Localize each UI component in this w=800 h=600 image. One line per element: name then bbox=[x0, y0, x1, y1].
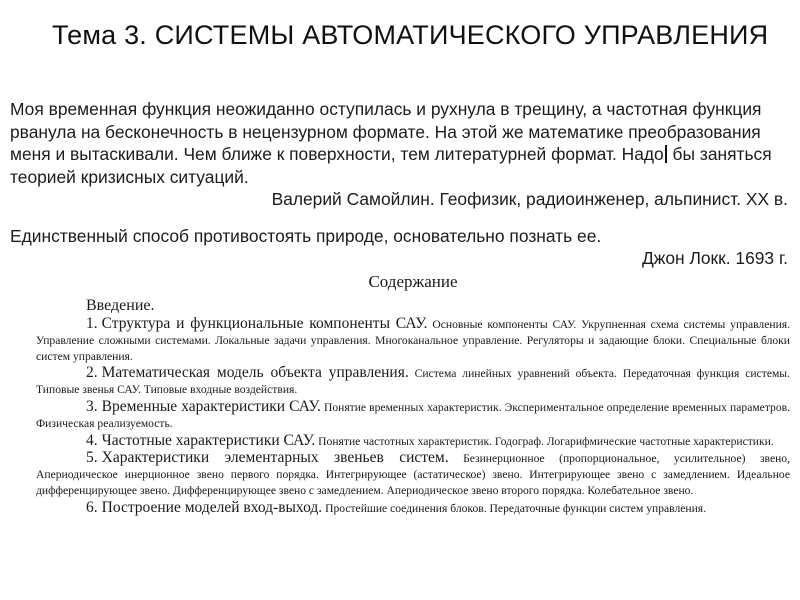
entry-number: 5. bbox=[86, 449, 98, 467]
entry-description: Безинерционное (пропорциональное, усилительное) звено, Апериодическое инерционное звено первого порядка. Интегрирующее (астатическое) звено. Интегрирующее звено с замедлением. Идеальное дифференцирующее звено. Дифференцирующее звено с замедлением. Апериодическое звено второго порядка. Колебательное звено. bbox=[36, 452, 790, 497]
entry-title: Временные характеристики САУ. bbox=[101, 397, 321, 415]
contents-entry-3 bbox=[36, 399, 790, 432]
entry-description: Понятие временных характеристик. Экспериментальное определение временных параметров. Физическая реализуемость. bbox=[36, 400, 790, 430]
table-of-contents bbox=[36, 272, 790, 518]
entry-title: Характеристики элементарных звеньев систем. bbox=[101, 449, 449, 467]
entry-number: 6. bbox=[86, 498, 98, 516]
entry-title: Структура и функциональные компоненты САУ. bbox=[101, 315, 428, 332]
entry-description: Система линейных уравнений объекта. Передаточная функция системы. Типовые звенья САУ. Типовые входные воздействия. bbox=[36, 367, 790, 397]
entry-number: 1. bbox=[86, 315, 98, 332]
entry-description: Основные компоненты САУ. Укрупненная схема системы управления. Управление сложными системами. Локальные задачи управления. Многоканальное управление. Регуляторы и задающие блоки. Специальные блоки систем управления. bbox=[36, 318, 791, 363]
entry-number: 4. bbox=[86, 431, 98, 449]
epigraph-2-author: Джон Локк. 1693 г. bbox=[641, 248, 788, 268]
contents-intro: Введение. bbox=[86, 297, 155, 314]
entry-title: Построение моделей вход-выход. bbox=[101, 498, 323, 516]
entry-description: Понятие частотных характеристик. Годограф. Логарифмические частотные характеристики. bbox=[318, 434, 774, 448]
contents-entry-4 bbox=[36, 433, 790, 450]
epigraph-1-text bbox=[10, 98, 790, 188]
epigraphs bbox=[10, 98, 790, 270]
epigraph-1-author: Валерий Самойлин. Геофизик, радиоинженер, альпинист. XX в. bbox=[271, 189, 788, 209]
entry-title: Математическая модель объекта управления. bbox=[101, 364, 409, 382]
text-cursor bbox=[665, 145, 667, 163]
entry-title: Частотные характеристики САУ. bbox=[101, 431, 316, 449]
contents-entry-1 bbox=[36, 316, 790, 364]
slide-title: Тема 3. СИСТЕМЫ АВТОМАТИЧЕСКОГО УПРАВЛЕНИЯ bbox=[52, 20, 769, 50]
epigraph-1-text-part1: Моя временная функция неожиданно оступилась и рухнула в трещину, а частотная функция рванула на бесконечность в нецензурном формате. На этой же математике преобразования меня и вытаскивали. Чем ближе к поверхности, тем литературней формат. Надо bbox=[10, 99, 762, 164]
entry-description: Простейшие соединения блоков. Передаточные функции систем управления. bbox=[325, 501, 707, 515]
contents-entry-6 bbox=[36, 500, 790, 517]
epigraph-2-text: Единственный способ противостоять природе, основательно познать ее. bbox=[10, 225, 602, 246]
entry-number: 3. bbox=[86, 397, 98, 415]
entry-number: 2. bbox=[86, 364, 98, 382]
contents-heading: Содержание bbox=[368, 272, 458, 291]
epigraph-1-text-part2: бы заняться теорией кризисных ситуаций. bbox=[10, 144, 772, 187]
contents-entry-5 bbox=[36, 450, 790, 498]
contents-entry-2 bbox=[36, 365, 790, 398]
